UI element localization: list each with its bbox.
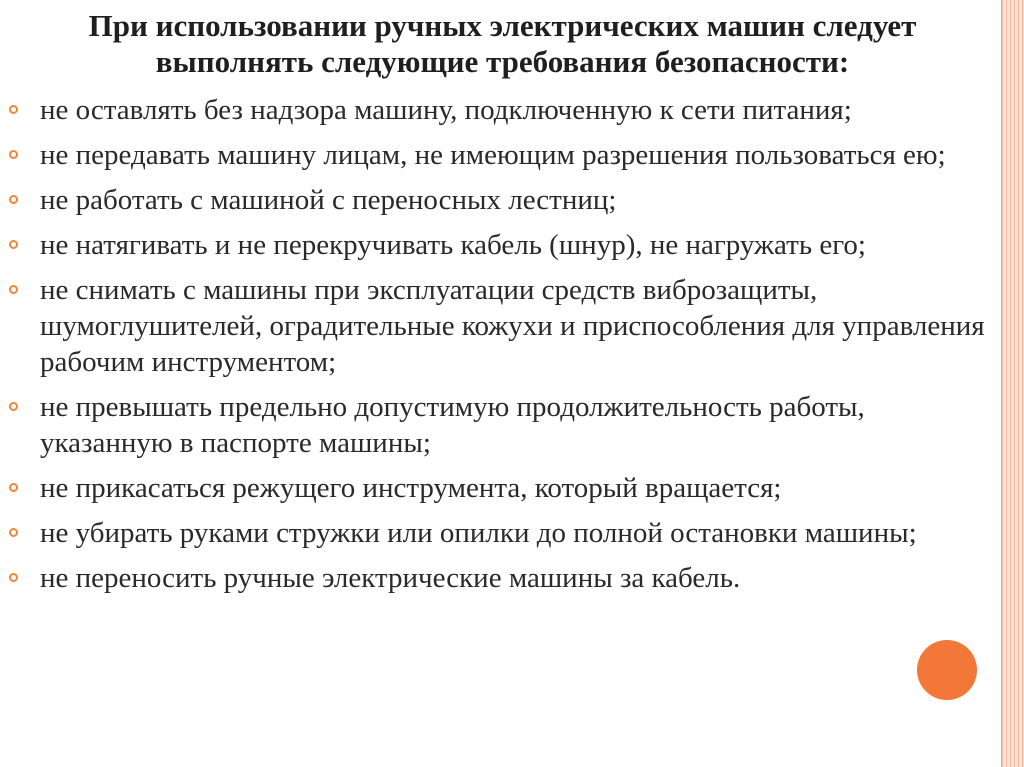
bullet-circle-icon [9, 573, 18, 582]
list-item-text: не прикасаться режущего инструмента, который вращается; [40, 472, 782, 504]
bullet-circle-icon [9, 483, 18, 492]
list-item [0, 182, 990, 218]
list-item [0, 560, 990, 596]
slide-title: При использовании ручных электрических машин следует выполнять следующие требования безопасности: [88, 8, 917, 79]
list-item-text: не оставлять без надзора машину, подключенную к сети питания; [40, 94, 852, 126]
bullet-circle-icon [9, 285, 18, 294]
decorative-circle-icon [917, 640, 977, 700]
list-item-text: не переносить ручные электрические машины за кабель. [40, 562, 741, 594]
list-item-text: не работать с машиной с переносных лестниц; [40, 184, 617, 216]
list-item [0, 470, 990, 506]
bullet-circle-icon [9, 150, 18, 159]
list-item [0, 515, 990, 551]
requirements-list [0, 92, 990, 605]
decorative-striped-border [1001, 0, 1024, 767]
list-item-text: не натягивать и не перекручивать кабель (шнур), не нагружать его; [40, 229, 866, 261]
list-item-text: не убирать руками стружки или опилки до полной остановки машины; [40, 517, 917, 549]
list-item [0, 389, 990, 461]
list-item [0, 227, 990, 263]
list-item [0, 92, 990, 128]
list-item [0, 272, 990, 380]
bullet-circle-icon [9, 105, 18, 114]
bullet-circle-icon [9, 402, 18, 411]
list-item [0, 137, 990, 173]
bullet-circle-icon [9, 240, 18, 249]
list-item-text: не снимать с машины при эксплуатации средств виброзащиты, шумоглушителей, оградительные кожухи и приспособления для управления рабочим инструментом; [40, 274, 985, 378]
list-item-text: не передавать машину лицам, не имеющим разрешения пользоваться ею; [40, 139, 946, 171]
bullet-circle-icon [9, 528, 18, 537]
list-item-text: не превышать предельно допустимую продолжительность работы, указанную в паспорте машины; [40, 391, 865, 459]
bullet-circle-icon [9, 195, 18, 204]
